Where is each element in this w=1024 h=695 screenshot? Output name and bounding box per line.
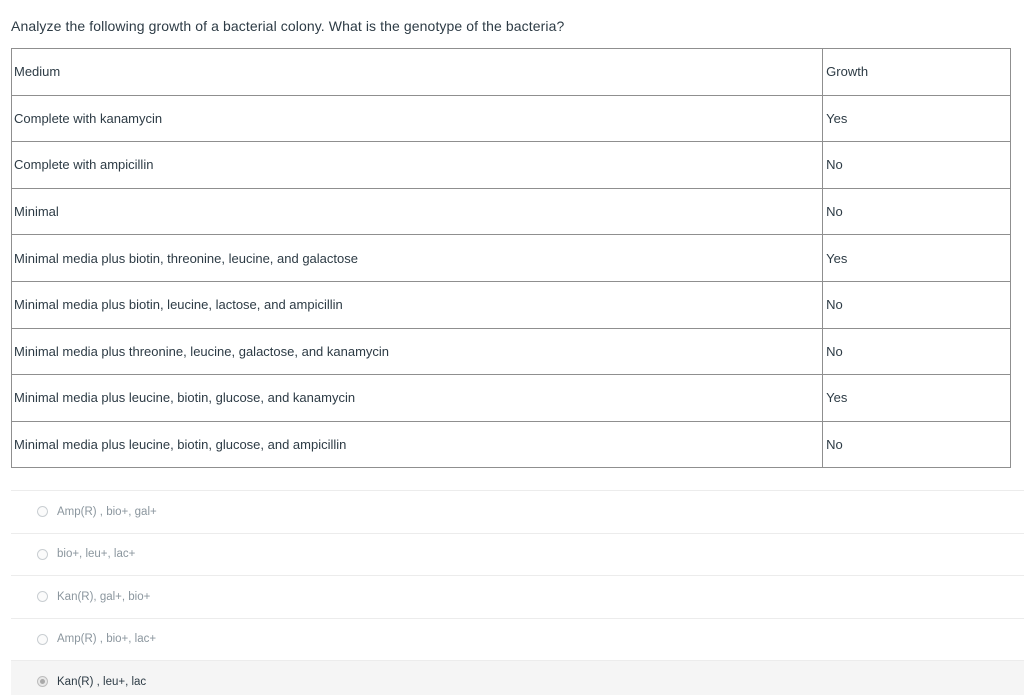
medium-cell: Complete with kanamycin	[12, 95, 823, 142]
growth-cell: Yes	[823, 95, 1011, 142]
table-row	[12, 375, 1011, 422]
table-row	[12, 188, 1011, 235]
growth-cell: No	[823, 188, 1011, 235]
table-row	[12, 421, 1011, 468]
table-row	[12, 281, 1011, 328]
answer-label[interactable]: Amp(R) , bio+, lac+	[57, 633, 157, 646]
medium-cell: Minimal media plus leucine, biotin, glucose, and ampicillin	[12, 421, 823, 468]
answer-option-5[interactable]	[11, 660, 1024, 695]
answer-option-1[interactable]	[11, 490, 1024, 533]
table-row	[12, 142, 1011, 189]
table-row	[12, 95, 1011, 142]
answer-option-3[interactable]	[11, 575, 1024, 618]
answer-label[interactable]: bio+, leu+, lac+	[57, 548, 136, 561]
medium-cell: Minimal media plus biotin, leucine, lactose, and ampicillin	[12, 281, 823, 328]
answer-label[interactable]: Kan(R) , leu+, lac	[57, 675, 147, 688]
radio-button-icon[interactable]	[37, 591, 48, 602]
growth-cell: No	[823, 328, 1011, 375]
answer-label[interactable]: Amp(R) , bio+, gal+	[57, 505, 157, 518]
growth-cell: Yes	[823, 235, 1011, 282]
radio-button-icon[interactable]	[37, 506, 48, 517]
header-growth: Growth	[823, 49, 1011, 96]
answer-option-4[interactable]	[11, 618, 1024, 661]
medium-cell: Minimal media plus biotin, threonine, leucine, and galactose	[12, 235, 823, 282]
medium-cell: Minimal media plus leucine, biotin, glucose, and kanamycin	[12, 375, 823, 422]
radio-button-icon[interactable]	[37, 549, 48, 560]
growth-cell: Yes	[823, 375, 1011, 422]
medium-cell: Minimal media plus threonine, leucine, galactose, and kanamycin	[12, 328, 823, 375]
medium-cell: Minimal	[12, 188, 823, 235]
header-medium: Medium	[12, 49, 823, 96]
table-row	[12, 328, 1011, 375]
growth-cell: No	[823, 142, 1011, 189]
growth-cell: No	[823, 281, 1011, 328]
answer-options	[11, 490, 1024, 695]
table-row	[12, 235, 1011, 282]
medium-cell: Complete with ampicillin	[12, 142, 823, 189]
growth-table	[11, 48, 1011, 468]
radio-button-selected-icon[interactable]	[37, 676, 48, 687]
answer-label[interactable]: Kan(R), gal+, bio+	[57, 590, 151, 603]
radio-button-icon[interactable]	[37, 634, 48, 645]
growth-cell: No	[823, 421, 1011, 468]
question-text: Analyze the following growth of a bacterial colony. What is the genotype of the bacteria?	[11, 18, 565, 34]
table-header-row	[12, 49, 1011, 96]
answer-option-2[interactable]	[11, 533, 1024, 576]
